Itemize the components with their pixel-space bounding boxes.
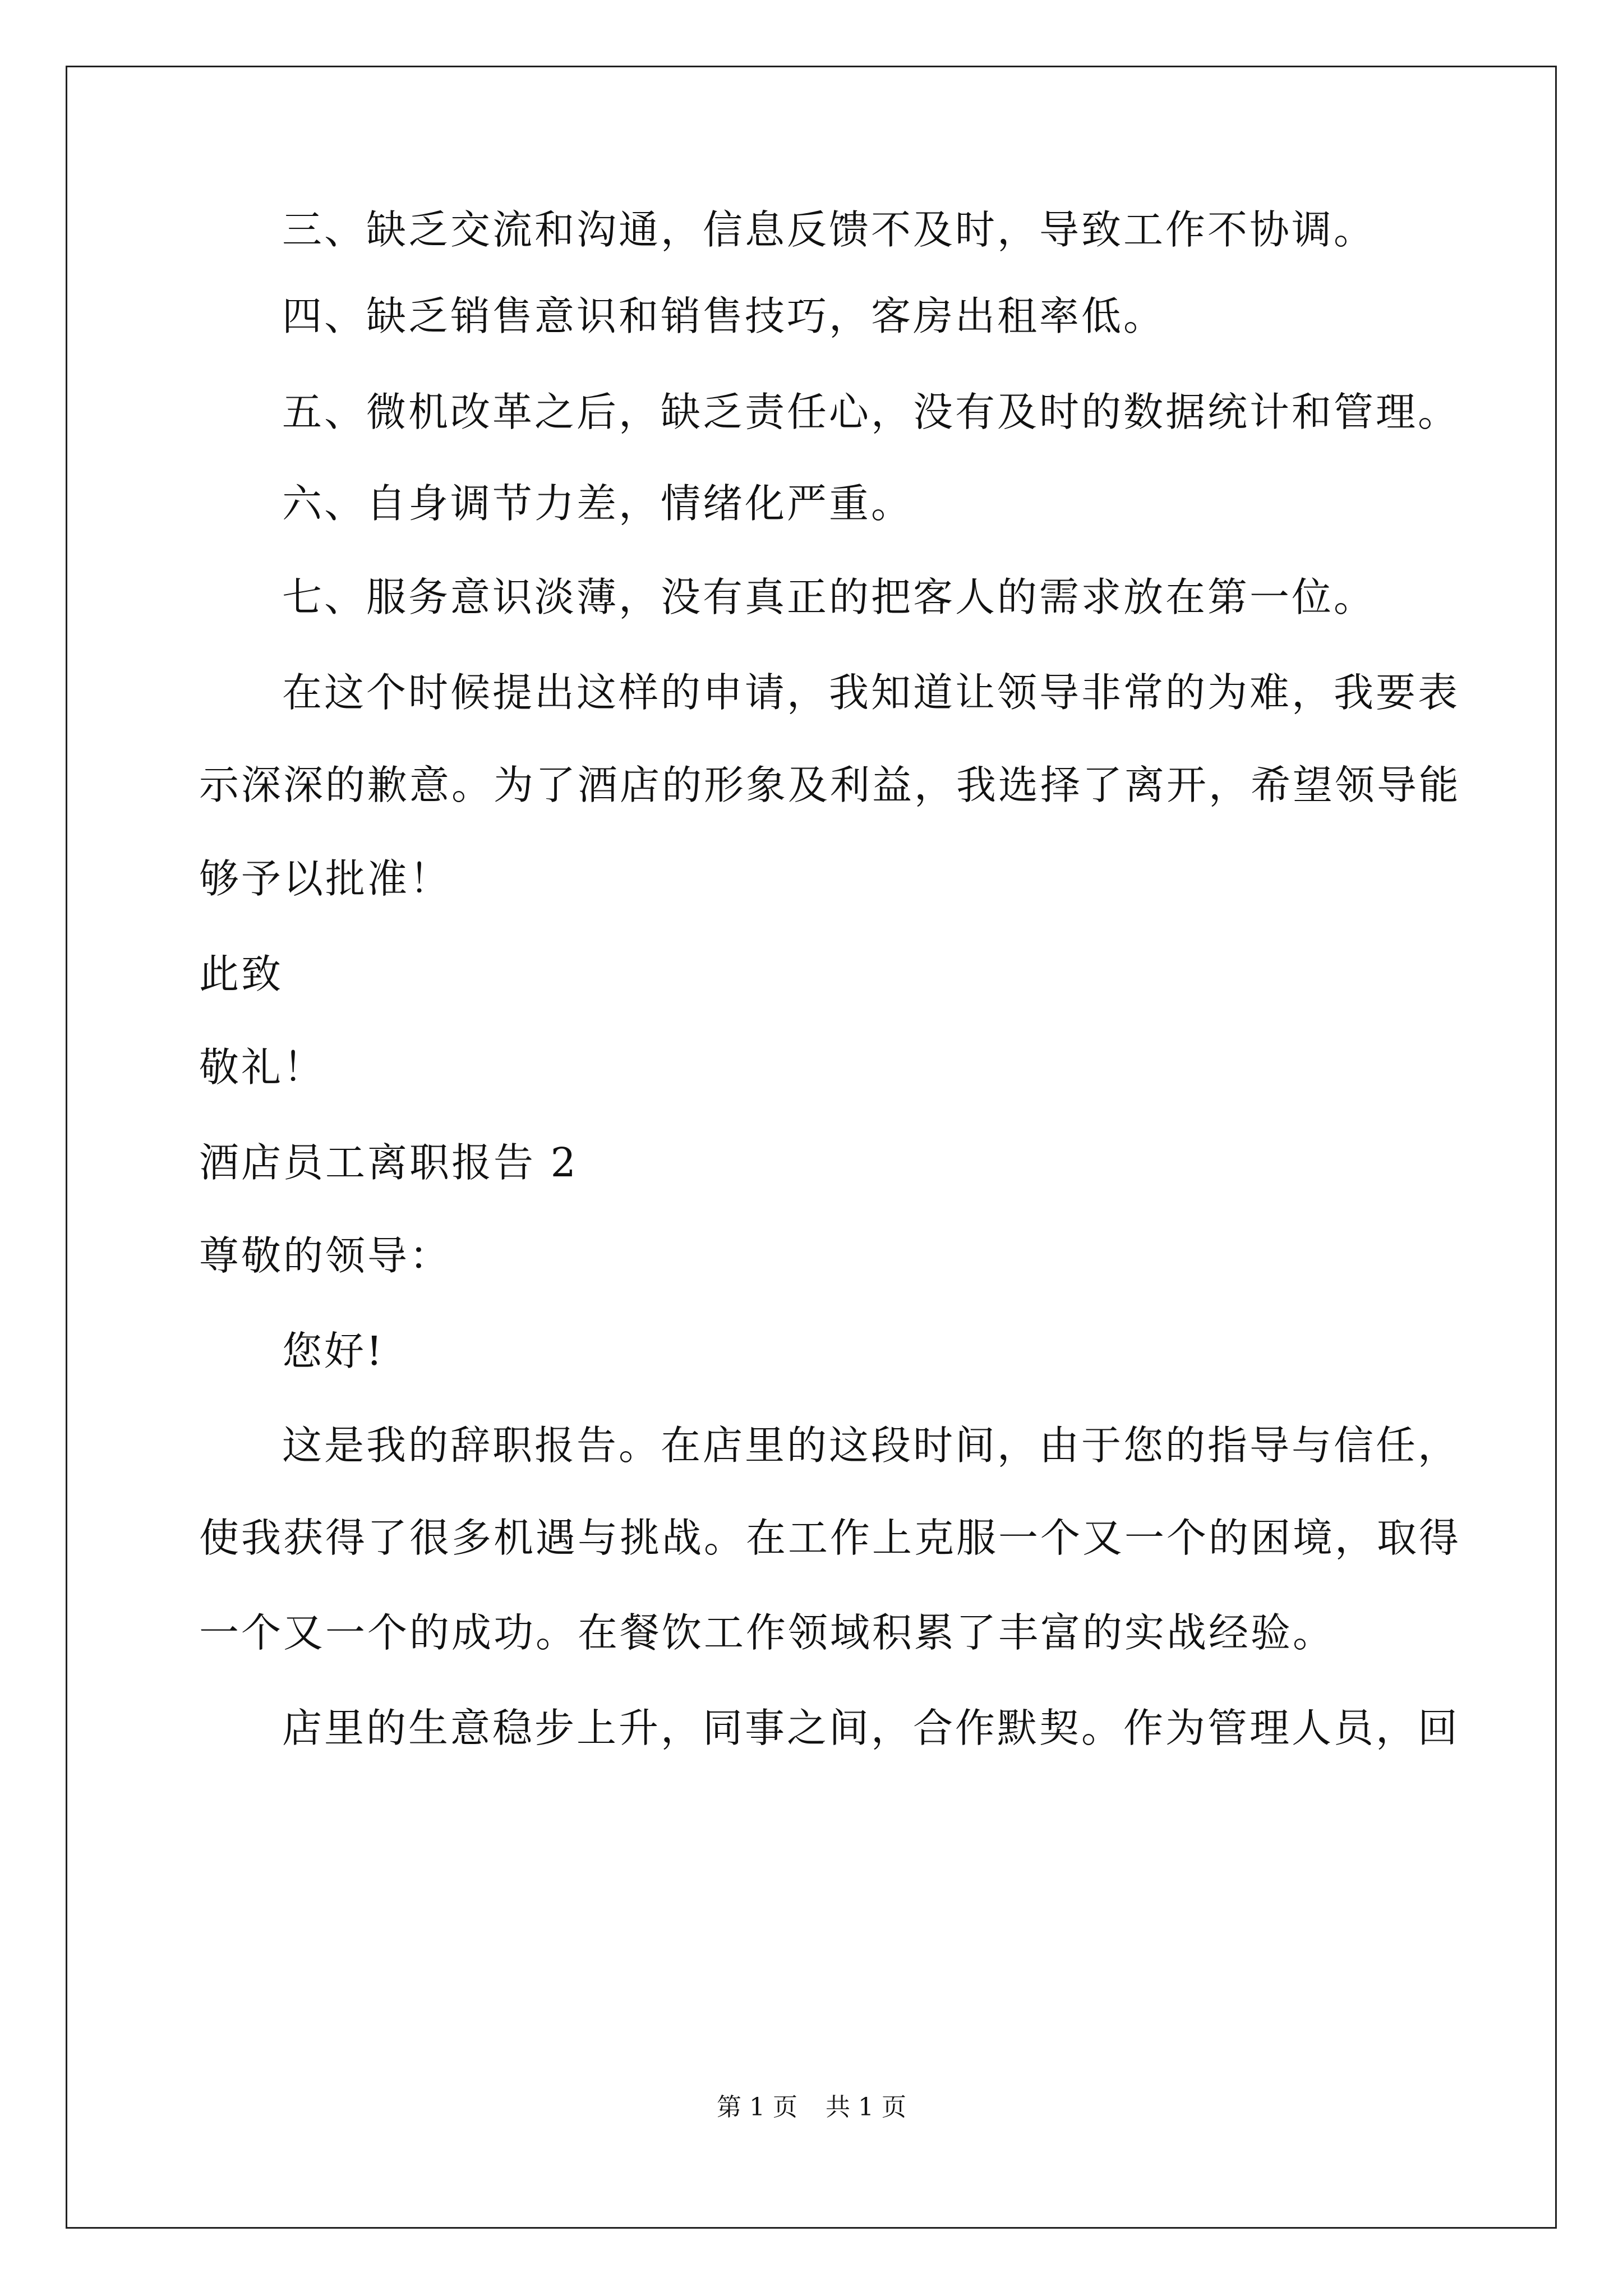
list-item-3: 三、缺乏交流和沟通，信息反馈不及时，导致工作不协调。 <box>282 206 1376 253</box>
page-number-total: 共 1 页 <box>826 2093 906 2122</box>
page-footer <box>0 2091 1623 2124</box>
list-item-7: 七、服务意识淡薄，没有真正的把客人的需求放在第一位。 <box>282 574 1376 620</box>
greeting-line: 您好! <box>282 1328 385 1374</box>
section-title: 酒店员工离职报告 2 <box>199 1139 578 1186</box>
page-number-current: 第 1 页 <box>717 2093 797 2122</box>
paragraph-line: 使我获得了很多机遇与挑战。在工作上克服一个又一个的困境，取得 <box>199 1515 1461 1561</box>
list-item-5: 五、微机改革之后，缺乏责任心，没有及时的数据统计和管理。 <box>282 389 1460 435</box>
paragraph-line: 在这个时候提出这样的申请，我知道让领导非常的为难，我要表 <box>282 669 1460 716</box>
paragraph-line: 一个又一个的成功。在餐饮工作领域积累了丰富的实战经验。 <box>199 1609 1335 1656</box>
paragraph-line: 店里的生意稳步上升，同事之间，合作默契。作为管理人员，回 <box>282 1705 1460 1751</box>
paragraph-line: 示深深的歉意。为了酒店的形象及利益，我选择了离开，希望领导能 <box>199 762 1461 808</box>
greeting-recipient: 尊敬的领导： <box>199 1232 452 1279</box>
list-item-6: 六、自身调节力差，情绪化严重。 <box>282 480 914 527</box>
paragraph-line: 这是我的辞职报告。在店里的这段时间，由于您的指导与信任， <box>282 1422 1460 1469</box>
paragraph-line: 够予以批准！ <box>199 855 452 902</box>
closing-line: 此致 <box>199 951 284 997</box>
salutation-line: 敬礼！ <box>199 1044 326 1091</box>
list-item-4: 四、缺乏销售意识和销售技巧，客房出租率低。 <box>282 293 1166 339</box>
